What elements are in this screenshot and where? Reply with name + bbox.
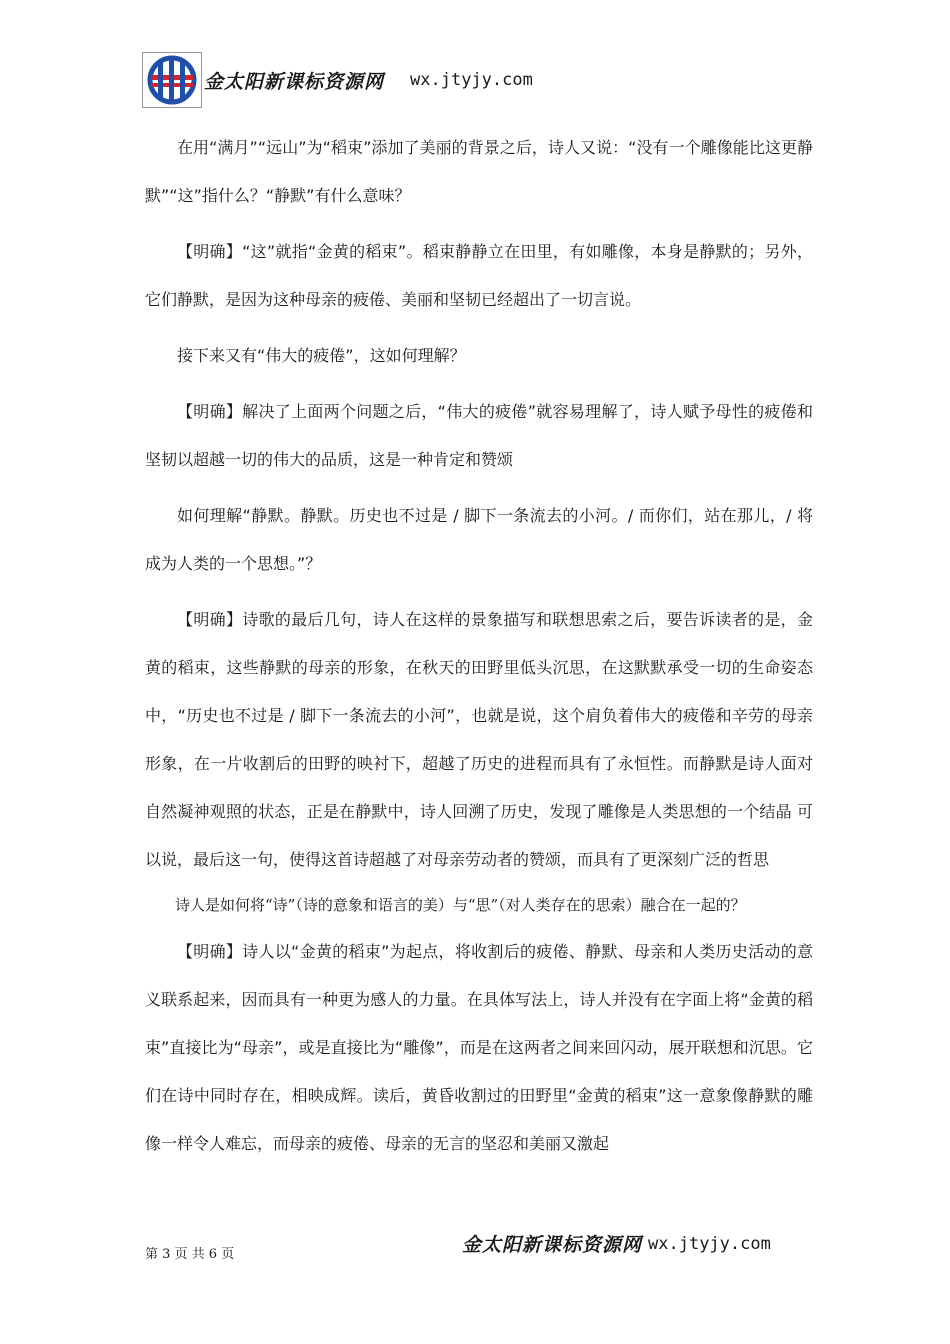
paragraph-question-2: 接下来又有“伟大的疲倦”，这如何理解？: [177, 346, 466, 365]
footer-url[interactable]: wx.jtyjy.com: [648, 1233, 771, 1254]
page-footer: [462, 1230, 771, 1257]
paragraph-question-3: 如何理解“静默。静默。历史也不过是 / 脚下一条流去的小河。/ 而你们，站在那儿，/ 将成为人类的一个思想。”？: [145, 506, 813, 573]
page-header: [142, 52, 533, 108]
paragraph-answer-2: 【明确】解决了上面两个问题之后，“伟大的疲倦”就容易理解了，诗人赋予母性的疲倦和坚韧以超越一切的伟大的品质，这是一种肯定和赞颂: [145, 402, 813, 469]
paragraph-answer-4: 【明确】诗人以“金黄的稻束”为起点，将收割后的疲倦、静默、母亲和人类历史活动的意义联系起来，因而具有一种更为感人的力量。在具体写法上，诗人并没有在字面上将“金黄的稻束”直接比为“母亲”，或是直接比为“雕像”，而是在这两者之间来回闪动，展开联想和沉思。它们在诗中同时存在，相映成辉。读后，黄昏收割过的田野里“金黄的稻束”这一意象像静默的雕像一样令人难忘，而母亲的疲倦、母亲的无言的坚忍和美丽又激起: [145, 942, 813, 1153]
footer-brand: 金太阳新课标资源网: [462, 1234, 643, 1256]
paragraph-answer-1: 【明确】“这”就指“金黄的稻束”。稻束静静立在田里，有如雕像，本身是静默的；另外，它们静默，是因为这种母亲的疲倦、美丽和坚韧已经超出了一切言说。: [145, 242, 813, 309]
paragraph-question-1: 在用“满月”“远山”为“稻束”添加了美丽的背景之后，诗人又说：“没有一个雕像能比这更静默”“这”指什么？“静默”有什么意味？: [145, 138, 813, 205]
paragraph-question-4: 诗人是如何将“诗”（诗的意象和语言的美）与“思”（对人类存在的思索）融合在一起的？: [175, 896, 746, 914]
header-url[interactable]: wx.jtyjy.com: [410, 70, 533, 90]
header-brand: 金太阳新课标资源网: [204, 70, 385, 93]
logo-icon: [142, 52, 202, 108]
page-number: 第 3 页 共 6 页: [145, 1247, 235, 1262]
paragraph-answer-3: 【明确】诗歌的最后几句，诗人在这样的景象描写和联想思索之后，要告诉读者的是，金黄的稻束，这些静默的母亲的形象，在秋天的田野里低头沉思，在这默默承受一切的生命姿态中，“历史也不过是 / 脚下一条流去的小河”，也就是说，这个肩负着伟大的疲倦和辛劳的母亲形象，在一片收割后的田野的映衬下，超越了历史的进程而具有了永恒性。而静默是诗人面对自然凝神观照的状态，正是在静默中，诗人回溯了历史，发现了雕像是人类思想的一个结晶 可以说，最后这一句，使得这首诗超越了对母亲劳动者的赞颂，而具有了更深刻广泛的哲思: [145, 610, 813, 869]
document-body: [145, 124, 813, 1168]
